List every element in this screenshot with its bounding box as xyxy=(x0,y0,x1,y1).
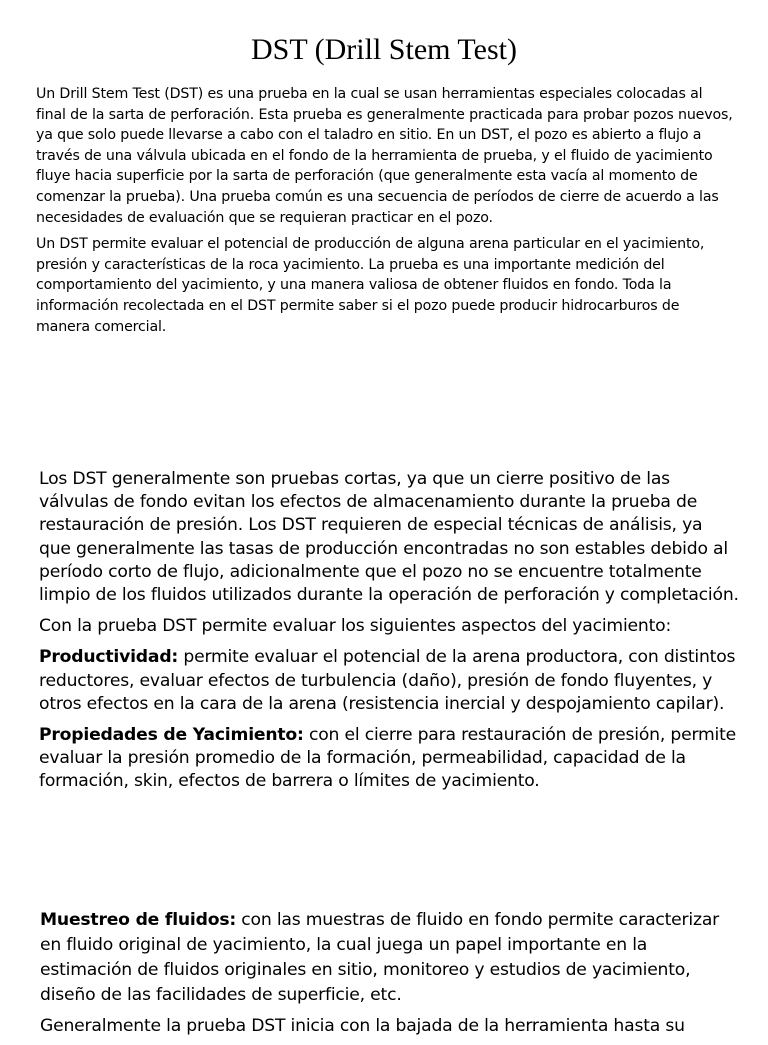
aspect-text: con el cierre para restauración de presión, permite evaluar la presión promedio de la formación, permeabilidad, capacidad de la formación, skin, efectos de barrera o límites de yacimiento. xyxy=(39,725,737,792)
aspect-label: Productividad: xyxy=(39,647,179,668)
aspect-text: permite evaluar el potencial de la arena productora, con distintos reductores, evaluar efectos de turbulencia (daño), presión de fondo fluyentes, y otros efectos en la cara de la arena (resistencia inercial y despojamiento capilar). xyxy=(39,647,736,714)
aspect-item xyxy=(40,908,740,1008)
paragraph: Con la prueba DST permite evaluar los siguientes aspectos del yacimiento: xyxy=(39,616,672,637)
evaluation-section xyxy=(39,468,739,802)
document-title: DST (Drill Stem Test) xyxy=(251,33,517,66)
intro-section xyxy=(36,84,736,343)
aspect-label: Muestreo de fluidos: xyxy=(40,910,237,930)
paragraph: Los DST generalmente son pruebas cortas, ya que un cierre positivo de las válvulas de fondo evitan los efectos de almacenamiento durante la prueba de restauración de presión. Los DST requieren de especial técnicas de análisis, ya que generalmente las tasas de producción encontradas no son estables debido al período corto de flujo, adicionalmente que el pozo no se encuentre totalmente limpio de los fluidos utilizados durante la operación de perforación y completación. xyxy=(39,469,739,606)
aspect-label: Propiedades de Yacimiento: xyxy=(39,725,304,746)
aspect-item xyxy=(39,724,739,794)
sampling-section xyxy=(40,908,740,1045)
paragraph: Un DST permite evaluar el potencial de producción de alguna arena particular en el yacimiento, presión y características de la roca yacimiento. La prueba es una importante medición del comportamiento del yacimiento, y una manera valiosa de obtener fluidos en fondo. Toda la información recolectada en el DST permite saber si el pozo puede producir hidrocarburos de manera comercial. xyxy=(36,236,705,335)
paragraph: Un Drill Stem Test (DST) es una prueba en la cual se usan herramientas especiales colocadas al final de la sarta de perforación. Esta prueba es generalmente practicada para probar pozos nuevos, ya que solo puede llevarse a cabo con el taladro en sitio. En un DST, el pozo es abierto a flujo a través de una válvula ubicada en el fondo de la herramienta de prueba, y el fluido de yacimiento fluye hacia superficie por la sarta de perforación (que generalmente esta vacía al momento de comenzar la prueba). Una prueba común es una secuencia de períodos de cierre de acuerdo a las necesidades de evaluación que se requieran practicar en el pozo. xyxy=(36,86,733,226)
aspect-text: con las muestras de fluido en fondo permite caracterizar en fluido original de yacimiento, la cual juega un papel importante en la estimación de fluidos originales en sitio, monitoreo y estudios de yacimiento, diseño de las facilidades de superficie, etc. xyxy=(40,910,720,1005)
paragraph: Generalmente la prueba DST inicia con la bajada de la herramienta hasta su xyxy=(40,1016,685,1036)
aspect-item xyxy=(39,646,739,716)
